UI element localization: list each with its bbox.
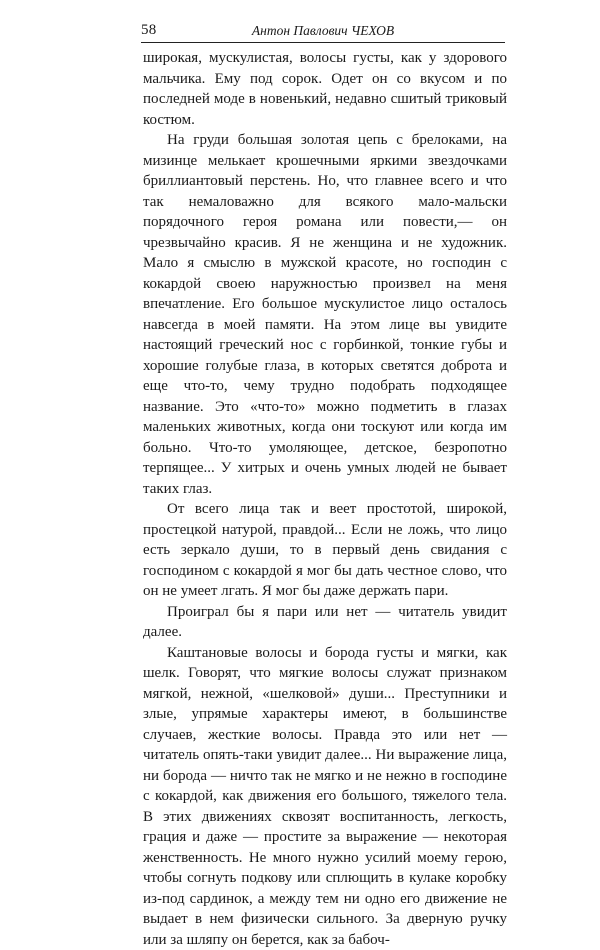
- body-text: [143, 48, 507, 950]
- paragraph: От всего лица так и веет простотой, широкой, простецкой натурой, правдой... Если не ложь, что лицо есть зеркало души, то в первый день свидания с господином с кокардой я мог бы дать честное слово, что он не умеет лгать. Я мог бы даже держать пари.: [143, 499, 507, 602]
- paragraph: На груди большая золотая цепь с брелоками, на мизинце мелькает крошечными яркими звездочками бриллиантовый перстень. Но, что главнее всего и что так немаловажно для всякого мало-мальски порядочного героя романа или повести,— он чрезвычайно красив. Я не женщина и не художник. Мало я смыслю в мужской красоте, но господин с кокардой своею наружностью произвел на меня впечатление. Его большое мускулистое лицо осталось навсегда в моей памяти. На этом лице вы увидите настоящий греческий нос с горбинкой, тонкие губы и хорошие голубые глаза, в которых светятся доброта и еще что-то, чему трудно подобрать подходящее название. Это «что-то» можно подметить в глазах маленьких животных, когда они тоскуют или когда им больно. Что-то умоляющее, детское, безропотно терпящее... У хитрых и очень умных людей не бывает таких глаз.: [143, 130, 507, 499]
- page-header: [141, 20, 505, 43]
- page-number: 58: [141, 22, 157, 39]
- paragraph: Проиграл бы я пари или нет — читатель увидит далее.: [143, 602, 507, 643]
- paragraph: Каштановые волосы и борода густы и мягки, как шелк. Говорят, что мягкие волосы служат признаком мягкой, нежной, «шелковой» души... Преступники и злые, упрямые характеры имеют, в большинстве случаев, жесткие волосы. Правда это или нет — читатель опять-таки увидит далее... Ни выражение лица, ни борода — ничто так не мягко и не нежно в господине с кокардой, как движения его большого, тяжелого тела. В этих движениях сквозят воспитанность, легкость, грация и даже — простите за выражение — некоторая женственность. Не много нужно усилий моему герою, чтобы согнуть подкову или сплющить в кулаке коробку из-под сардинок, а между тем ни одно его движение не выдает в нем физически сильного. За дверную ручку или за шляпу он берется, как за бабоч-: [143, 643, 507, 950]
- paragraph: широкая, мускулистая, волосы густы, как у здорового мальчика. Ему под сорок. Одет он со вкусом и по последней моде в новенький, недавно сшитый триковый костюм.: [143, 48, 507, 130]
- running-head: Антон Павлович ЧЕХОВ: [141, 23, 505, 39]
